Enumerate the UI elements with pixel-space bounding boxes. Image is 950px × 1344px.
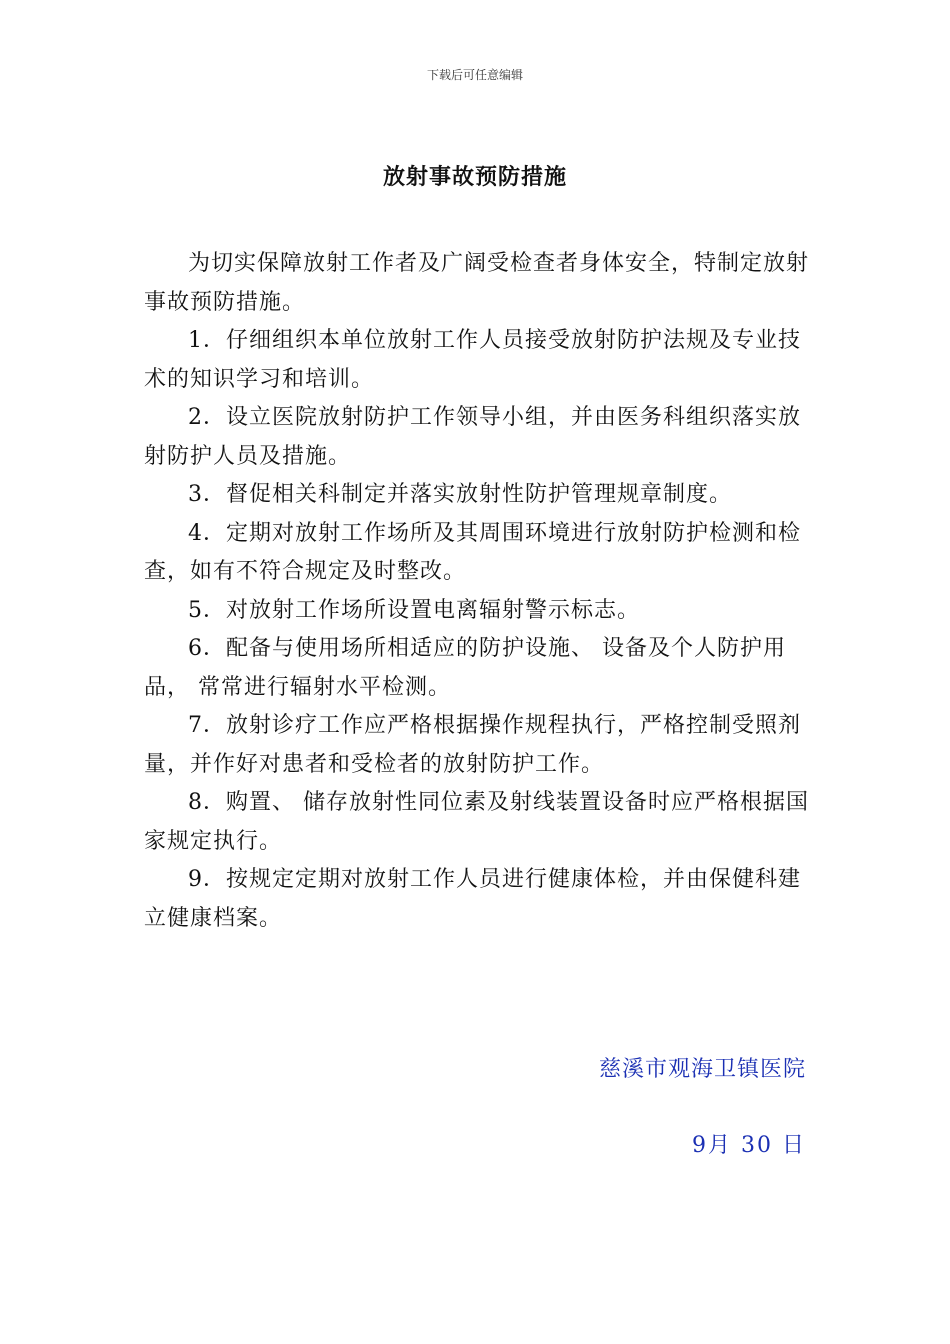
item-number: 6．: [188, 636, 226, 661]
item-number: 8．: [188, 790, 226, 815]
list-item: [144, 784, 816, 861]
list-item: [144, 322, 816, 399]
list-item: [144, 476, 816, 515]
item-text: 对放射工作场所设置电离辐射警示标志。: [226, 597, 641, 623]
date-day: 30: [740, 1133, 773, 1158]
list-item: [144, 592, 816, 631]
item-number: 1．: [188, 328, 226, 353]
signature-date: [692, 1128, 806, 1159]
item-text: 设立医院放射防护工作领导小组，并由医务科组织落实放射防护人员及措施。: [144, 405, 802, 469]
item-number: 2．: [188, 405, 226, 430]
intro-paragraph: 为切实保障放射工作者及广阔受检查者身体安全，特制定放射事故预防措施。: [144, 251, 810, 315]
list-item: [144, 707, 816, 784]
item-text: 放射诊疗工作应严格根据操作规程执行，严格控制受照剂量，并作好对患者和受检者的放射防护工作。: [144, 713, 802, 777]
item-number: 4．: [188, 520, 226, 546]
item-number: 7．: [188, 713, 226, 738]
list-item: [144, 399, 816, 476]
list-item: [144, 861, 816, 938]
list-item: [144, 630, 816, 707]
date-day-unit: 日: [781, 1133, 806, 1158]
signature-organization: 慈溪市观海卫镇医院: [598, 1057, 806, 1082]
item-text: 定期对放射工作场所及其周围环境进行放射防护检测和检查，如有不符合规定及时整改。: [144, 520, 802, 584]
date-month: 9: [691, 1133, 708, 1158]
item-text: 仔细组织本单位放射工作人员接受放射防护法规及专业技术的知识学习和培训。: [144, 328, 802, 392]
item-text: 配备与使用场所相适应的防护设施、 设备及个人防护用品， 常常进行辐射水平检测。: [144, 636, 786, 700]
item-text: 按规定定期对放射工作人员进行健康体检，并由保健科建立健康档案。: [144, 867, 802, 931]
list-item: [144, 515, 816, 592]
document-body: [144, 245, 816, 938]
item-number: 3．: [188, 482, 226, 507]
item-number: 9．: [188, 867, 226, 892]
page-header-note: 下载后可任意编辑: [426, 68, 523, 82]
item-text: 督促相关科制定并落实放射性防护管理规章制度。: [226, 482, 733, 507]
item-text: 购置、 储存放射性同位素及射线装置设备时应严格根据国家规定执行。: [144, 790, 809, 854]
document-title: 放射事故预防措施: [382, 165, 567, 190]
date-month-unit: 月: [707, 1133, 732, 1158]
item-number: 5．: [188, 597, 226, 623]
